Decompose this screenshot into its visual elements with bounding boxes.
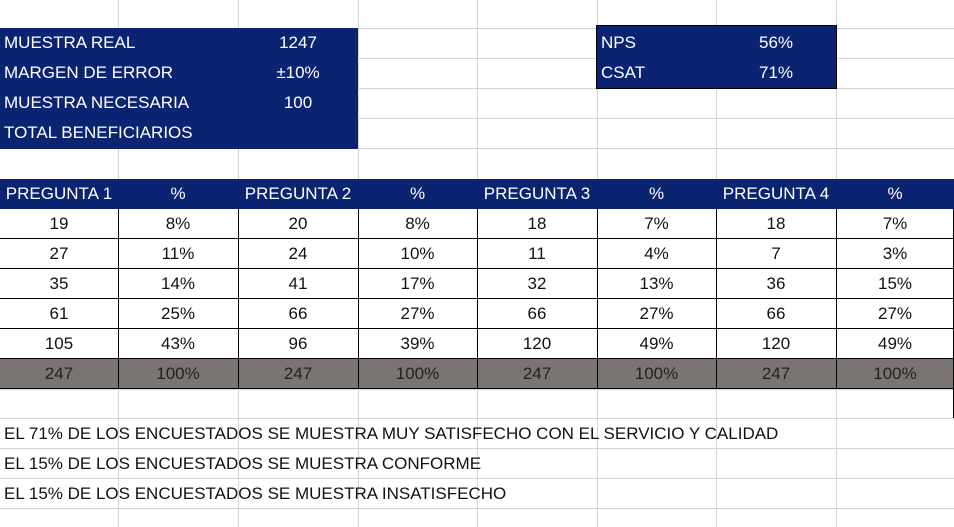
total-cell[interactable]: 100% xyxy=(156,364,200,383)
table-border xyxy=(118,209,119,389)
table-border xyxy=(477,209,478,389)
note-line-2[interactable]: EL 15% DE LOS ENCUESTADOS SE MUESTRA CONFORME xyxy=(4,454,482,473)
table-cell[interactable]: 120 xyxy=(522,334,552,353)
margen-error-label[interactable]: MARGEN DE ERROR xyxy=(4,63,174,82)
table-border xyxy=(836,209,837,389)
table-cell[interactable]: 43% xyxy=(160,334,196,353)
table-cell[interactable]: 66 xyxy=(288,304,308,323)
table-border xyxy=(0,238,954,239)
muestra-necesaria-label[interactable]: MUESTRA NECESARIA xyxy=(4,93,190,112)
table-cell[interactable]: 15% xyxy=(877,274,913,293)
table-cell[interactable]: 14% xyxy=(160,274,196,293)
table-cell[interactable]: 11 xyxy=(528,244,546,263)
table-border xyxy=(238,209,239,389)
table-cell[interactable]: 120 xyxy=(761,334,791,353)
table-cell[interactable]: 35 xyxy=(49,274,69,293)
table-border xyxy=(358,209,359,389)
table-cell[interactable]: 18 xyxy=(766,214,786,233)
margen-error-value[interactable]: ±10% xyxy=(276,63,320,82)
csat-label[interactable]: CSAT xyxy=(601,63,646,82)
table-border xyxy=(0,328,954,329)
table-cell[interactable]: 41 xyxy=(288,274,308,293)
table-border xyxy=(0,298,954,299)
table-cell[interactable]: 105 xyxy=(44,334,74,353)
table-border xyxy=(0,388,954,389)
gridline xyxy=(0,389,954,390)
total-cell[interactable]: 100% xyxy=(395,364,440,383)
table-cell[interactable]: 7 xyxy=(771,244,781,263)
header-pregunta-1[interactable]: PREGUNTA 1 xyxy=(5,184,113,203)
header-percent-1[interactable]: % xyxy=(170,184,186,203)
table-cell[interactable]: 7% xyxy=(644,214,669,233)
table-border xyxy=(716,209,717,389)
total-cell[interactable]: 247 xyxy=(44,364,74,383)
note-line-3[interactable]: EL 15% DE LOS ENCUESTADOS SE MUESTRA INSATISFECHO xyxy=(4,484,507,503)
total-cell[interactable]: 247 xyxy=(283,364,313,383)
table-cell[interactable]: 8% xyxy=(165,214,191,233)
table-cell[interactable]: 11% xyxy=(161,244,195,263)
table-cell[interactable]: 10% xyxy=(400,244,435,263)
table-cell[interactable]: 8% xyxy=(405,214,430,233)
table-cell[interactable]: 27% xyxy=(877,304,913,323)
header-pregunta-4[interactable]: PREGUNTA 4 xyxy=(722,184,830,203)
table-cell[interactable]: 66 xyxy=(766,304,786,323)
table-cell[interactable]: 32 xyxy=(527,274,547,293)
total-cell[interactable]: 100% xyxy=(873,364,917,383)
total-cell[interactable]: 247 xyxy=(761,364,791,383)
table-border xyxy=(0,358,954,359)
csat-value[interactable]: 71% xyxy=(758,63,794,82)
table-cell[interactable]: 27% xyxy=(400,304,435,323)
table-cell[interactable]: 66 xyxy=(527,304,547,323)
muestra-real-value[interactable]: 1247 xyxy=(279,33,317,52)
table-cell[interactable]: 3% xyxy=(882,244,908,263)
header-percent-2[interactable]: % xyxy=(409,184,426,203)
table-cell[interactable]: 36 xyxy=(766,274,786,293)
header-percent-3[interactable]: % xyxy=(648,184,665,203)
table-border xyxy=(597,209,598,389)
nps-label[interactable]: NPS xyxy=(601,33,636,52)
note-line-1[interactable]: EL 71% DE LOS ENCUESTADOS SE MUESTRA MUY SATISFECHO CON EL SERVICIO Y CALIDAD xyxy=(4,424,779,443)
header-percent-4[interactable]: % xyxy=(887,184,903,203)
table-cell[interactable]: 13% xyxy=(639,274,674,293)
table-cell[interactable]: 18 xyxy=(527,214,547,233)
table-cell[interactable]: 49% xyxy=(877,334,913,353)
muestra-real-label[interactable]: MUESTRA REAL xyxy=(4,33,136,52)
total-cell[interactable]: 100% xyxy=(634,364,679,383)
table-cell[interactable]: 20 xyxy=(288,214,308,233)
table-cell[interactable]: 96 xyxy=(288,334,308,353)
header-pregunta-3[interactable]: PREGUNTA 3 xyxy=(483,184,591,203)
muestra-necesaria-value[interactable]: 100 xyxy=(283,93,313,112)
table-border xyxy=(0,268,954,269)
table-cell[interactable]: 24 xyxy=(288,244,308,263)
table-cell[interactable]: 39% xyxy=(400,334,435,353)
table-cell[interactable]: 4% xyxy=(644,244,669,263)
table-cell[interactable]: 27 xyxy=(49,244,69,263)
table-cell[interactable]: 25% xyxy=(160,304,196,323)
total-beneficiarios-label[interactable]: TOTAL BENEFICIARIOS xyxy=(4,123,193,142)
total-cell[interactable]: 247 xyxy=(522,364,552,383)
header-pregunta-2[interactable]: PREGUNTA 2 xyxy=(244,184,352,203)
table-cell[interactable]: 19 xyxy=(49,214,69,233)
table-cell[interactable]: 27% xyxy=(639,304,674,323)
nps-value[interactable]: 56% xyxy=(758,33,794,52)
table-cell[interactable]: 61 xyxy=(49,304,69,323)
table-cell[interactable]: 7% xyxy=(882,214,908,233)
table-cell[interactable]: 49% xyxy=(639,334,674,353)
table-cell[interactable]: 17% xyxy=(400,274,435,293)
